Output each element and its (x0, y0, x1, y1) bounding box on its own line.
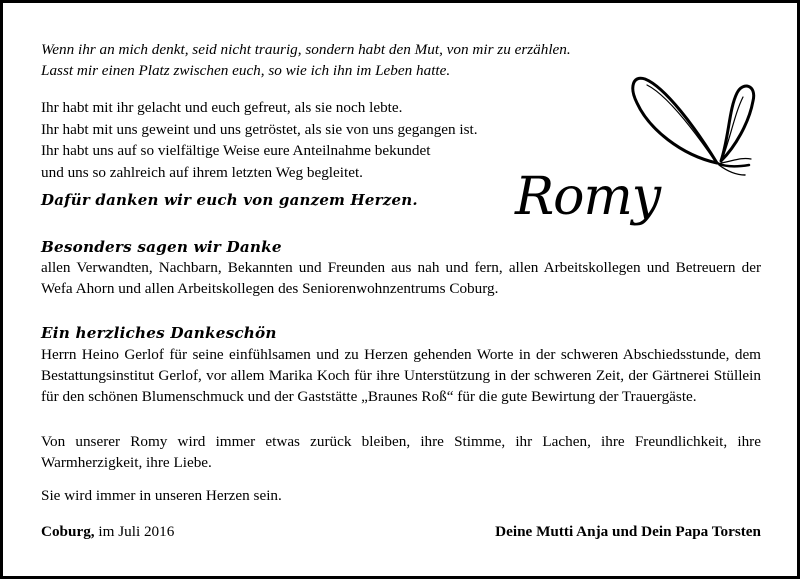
intro-line-3: Ihr habt uns auf so vielfältige Weise eure Anteilnahme bekundet (41, 142, 431, 159)
section-2-body: Herrn Heino Gerlof für seine einfühlsamen und zu Herzen gehenden Worte in der schweren Abschiedsstunde, dem Bestattungsinstitut Gerlof, vor allem Marika Koch für ihre Unterstützung in der schweren Zeit, der Gärtnerei Stüllein für den schönen Blumenschmuck und der Gaststätte „Braunes Roß“ für die gute Bewirtung der Trauergäste. (41, 346, 761, 405)
footer-place: Coburg, (41, 523, 95, 540)
footer-date: im Juli 2016 (98, 523, 175, 540)
intro-line-4: und uns so zahlreich auf ihrem letzten Weg begleitet. (41, 163, 363, 181)
section-3-body: Von unserer Romy wird immer etwas zurück bleiben, ihre Stimme, ihr Lachen, ihre Freundlichkeit, ihre Warmherzigkeit, ihre Liebe. (41, 433, 761, 471)
footer-place-date (41, 523, 174, 541)
intro-line-2: Ihr habt mit uns geweint und uns getröstet, als sie von uns gegangen ist. (41, 120, 478, 138)
section-1-heading: Besonders sagen wir Danke (41, 238, 282, 256)
deceased-name: Romy (515, 167, 661, 227)
motto-line-2: Lasst mir einen Platz zwischen euch, so wie ich ihn im Leben hatte. (41, 62, 451, 79)
section-4-body: Sie wird immer in unseren Herzen sein. (41, 487, 282, 504)
section-1-body: allen Verwandten, Nachbarn, Bekannten und Freunden aus nah und fern, allen Arbeitskollegen und Betreuern der Wefa Ahorn und allen Arbeitskollegen des Seniorenwohnzentrums Coburg. (41, 259, 761, 297)
motto-line-1: Wenn ihr an mich denkt, seid nicht traurig, sondern habt den Mut, von mir zu erzählen. (41, 41, 571, 58)
section-2-heading: Ein herzliches Dankeschön (41, 324, 277, 342)
thanks-heading: Dafür danken wir euch von ganzem Herzen. (41, 191, 418, 209)
footer-signature: Deine Mutti Anja und Dein Papa Torsten (495, 523, 761, 540)
intro-line-1: Ihr habt mit ihr gelacht und euch gefreut, als sie noch lebte. (41, 99, 403, 116)
